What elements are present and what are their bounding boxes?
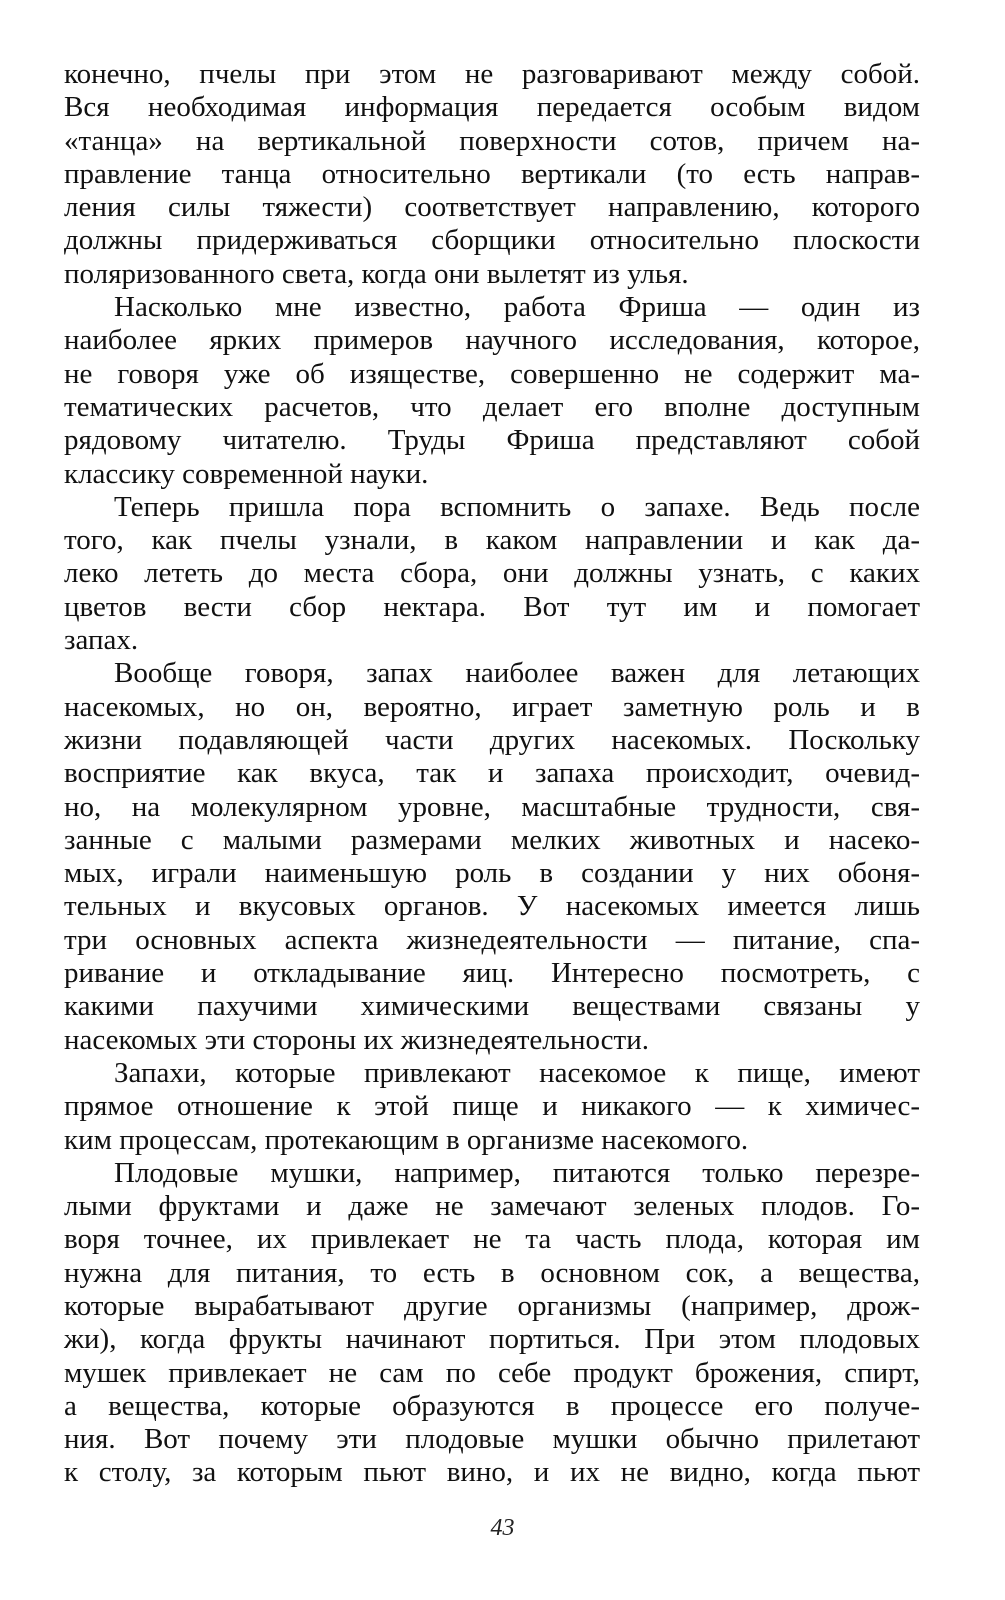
text-line: Вообще говоря, запах наиболее важен для летающих <box>114 657 920 690</box>
text-line: Вся необходимая информация передается особым видом <box>64 91 920 124</box>
text-line: Запахи, которые привлекают насекомое к пище, имеют <box>114 1056 920 1089</box>
paragraph <box>64 291 920 491</box>
text-line: к столу, за которым пьют вино, и их не видно, когда пьют <box>64 1456 920 1489</box>
text-line: того, как пчелы узнали, в каком направлении и как да- <box>64 524 920 557</box>
text-line: воря точнее, их привлекает не та часть плода, которая им <box>64 1223 920 1256</box>
text-line: Плодовые мушки, например, питаются только перезре- <box>114 1156 920 1189</box>
text-line: лыми фруктами и даже не замечают зеленых плодов. Го- <box>64 1190 920 1223</box>
text-line: леко лететь до места сбора, они должны узнать, с каких <box>64 557 920 590</box>
text-line: насекомых эти стороны их жизнедеятельности. <box>64 1023 649 1056</box>
text-line: наиболее ярких примеров научного исследования, которое, <box>64 324 920 357</box>
paragraph <box>64 58 920 291</box>
text-line: занные с малыми размерами мелких животных и насеко- <box>64 823 920 856</box>
text-line: ления силы тяжести) соответствует направлению, которого <box>64 191 920 224</box>
text-line: нужна для питания, то есть в основном сок, а вещества, <box>64 1256 920 1289</box>
text-line: классику современной науки. <box>64 457 429 490</box>
text-line: мых, играли наименьшую роль в создании у них обоня- <box>64 857 920 890</box>
text-line: три основных аспекта жизнедеятельности — питание, спа- <box>64 923 920 956</box>
text-line: а вещества, которые образуются в процессе его получе- <box>64 1389 920 1422</box>
text-line: жи), когда фрукты начинают портиться. При этом плодовых <box>64 1323 920 1356</box>
text-line: Теперь пришла пора вспомнить о запахе. Ведь после <box>114 490 920 523</box>
page-number: 43 <box>490 1515 515 1541</box>
text-line: которые вырабатывают другие организмы (например, дрож- <box>64 1289 920 1322</box>
text-line: цветов вести сбор нектара. Вот тут им и помогает <box>64 590 920 623</box>
text-line: жизни подавляющей части других насекомых. Поскольку <box>64 723 920 756</box>
text-line: Насколько мне известно, работа Фриша — один из <box>114 291 920 324</box>
text-line: какими пахучими химическими веществами связаны у <box>64 990 920 1023</box>
text-line: ривание и откладывание яиц. Интересно посмотреть, с <box>64 957 920 990</box>
text-line: поляризованного света, когда они вылетят из улья. <box>64 257 689 290</box>
text-line: рядовому читателю. Труды Фриша представляют собой <box>64 424 920 457</box>
text-line: ния. Вот почему эти плодовые мушки обычно прилетают <box>64 1423 920 1456</box>
text-line: тельных и вкусовых органов. У насекомых имеется лишь <box>64 890 920 923</box>
text-line: должны придерживаться сборщики относительно плоскости <box>64 224 920 257</box>
text-line: но, на молекулярном уровне, масштабные трудности, свя- <box>64 790 920 823</box>
text-line: не говоря уже об изяществе, совершенно не содержит ма- <box>64 357 920 390</box>
text-line: конечно, пчелы при этом не разговаривают между собой. <box>64 58 920 90</box>
text-line: прямое отношение к этой пище и никакого — к химичес- <box>64 1090 920 1123</box>
text-line: насекомых, но он, вероятно, играет заметную роль и в <box>64 690 920 723</box>
body-text <box>64 58 920 1490</box>
text-line: «танца» на вертикальной поверхности сотов, причем на- <box>64 124 920 157</box>
text-line: правление танца относительно вертикали (то есть направ- <box>64 157 920 190</box>
paragraph <box>64 657 920 1057</box>
text-line: запах. <box>64 624 139 657</box>
text-line: восприятие как вкуса, так и запаха происходит, очевид- <box>64 757 920 790</box>
text-line: мушек привлекает не сам по себе продукт брожения, спирт, <box>64 1356 920 1389</box>
paragraph <box>64 1157 920 1490</box>
text-line: ким процессам, протекающим в организме насекомого. <box>64 1123 749 1156</box>
paragraph <box>64 1057 920 1157</box>
paragraph <box>64 491 920 657</box>
text-line: тематических расчетов, что делает его вполне доступным <box>64 390 920 423</box>
